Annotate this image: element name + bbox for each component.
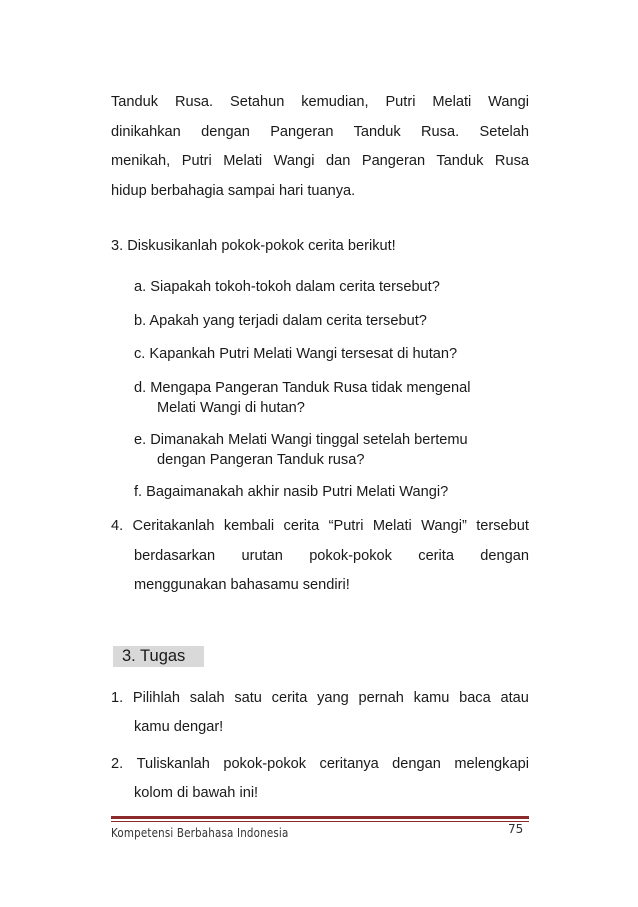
page-number: 75 <box>508 822 524 836</box>
word: dengan <box>392 756 441 772</box>
word: tersebut <box>476 518 529 534</box>
tugas-item-2-line2: kolom di bawah ini! <box>134 785 259 801</box>
word: cerita <box>271 690 308 706</box>
word: Melati <box>372 518 412 534</box>
word: pokok-pokok <box>223 756 307 772</box>
question-item-d <box>134 378 470 418</box>
word: Pilihlah <box>132 690 180 706</box>
word: berdasarkan <box>134 548 216 564</box>
paragraph-line: Tanduk Rusa. Setahun kemudian, Putri Melati Wangi <box>111 94 529 110</box>
word: yang <box>317 690 349 706</box>
question-item-d-line2: Melati Wangi di hutan? <box>157 400 305 416</box>
word: satu <box>234 690 262 706</box>
paragraph-line: dinikahkan dengan Pangeran Tanduk Rusa. Setelah <box>111 123 529 140</box>
question-3-title: 3. Diskusikanlah pokok-pokok cerita berikut! <box>111 238 396 254</box>
tugas-item-2-line1 <box>111 756 529 772</box>
word: salah <box>189 690 225 706</box>
question-item-e-line1: e. Dimanakah Melati Wangi tinggal setelah bertemu <box>134 432 468 448</box>
footer-rule-thin <box>111 821 529 822</box>
footer-book-title: Kompetensi Berbahasa Indonesia <box>111 826 289 840</box>
tugas-item-1-line2: kamu dengar! <box>134 719 224 735</box>
word: atau <box>500 690 529 706</box>
tugas-item-1-line1 <box>111 690 529 706</box>
paragraph-line: menikah, Putri Melati Wangi dan Pangeran Tanduk Rusa <box>111 153 529 169</box>
word: cerita <box>418 548 454 564</box>
word: kamu <box>413 690 450 706</box>
word: “Putri <box>328 518 364 534</box>
question-4-line2 <box>134 548 529 564</box>
question-item-c: c. Kapankah Putri Melati Wangi tersesat di hutan? <box>134 346 458 362</box>
question-item-d-line1: d. Mengapa Pangeran Tanduk Rusa tidak mengenal <box>134 380 471 396</box>
word: Wangi” <box>421 518 467 534</box>
word: cerita <box>283 518 320 534</box>
question-item-e <box>134 430 468 470</box>
question-item-e-line2: dengan Pangeran Tanduk rusa? <box>157 452 365 468</box>
word: pokok-pokok <box>309 548 392 564</box>
word: ceritanya <box>319 756 379 772</box>
story-paragraph <box>111 88 529 206</box>
question-item-f: f. Bagaimanakah akhir nasib Putri Melati Wangi? <box>134 484 449 500</box>
word: baca <box>459 690 491 706</box>
word: 4. <box>111 518 124 534</box>
section-heading: 3. Tugas <box>122 647 186 665</box>
word: melengkapi <box>454 756 529 772</box>
word: pernah <box>358 690 404 706</box>
question-item-b: b. Apakah yang terjadi dalam cerita tersebut? <box>134 313 427 329</box>
footer-rule <box>111 816 529 819</box>
word: Ceritakanlah <box>132 518 215 534</box>
question-4-line1 <box>111 518 529 534</box>
question-item-a: a. Siapakah tokoh-tokoh dalam cerita tersebut? <box>134 279 440 295</box>
word: dengan <box>480 548 529 564</box>
word: kembali <box>223 518 275 534</box>
paragraph-line: hidup berbahagia sampai hari tuanya. <box>111 182 356 199</box>
word: Tuliskanlah <box>136 756 210 772</box>
word: urutan <box>241 548 283 564</box>
word: 2. <box>111 756 124 772</box>
question-4-line3: menggunakan bahasamu sendiri! <box>134 577 350 593</box>
word: 1. <box>111 690 124 706</box>
